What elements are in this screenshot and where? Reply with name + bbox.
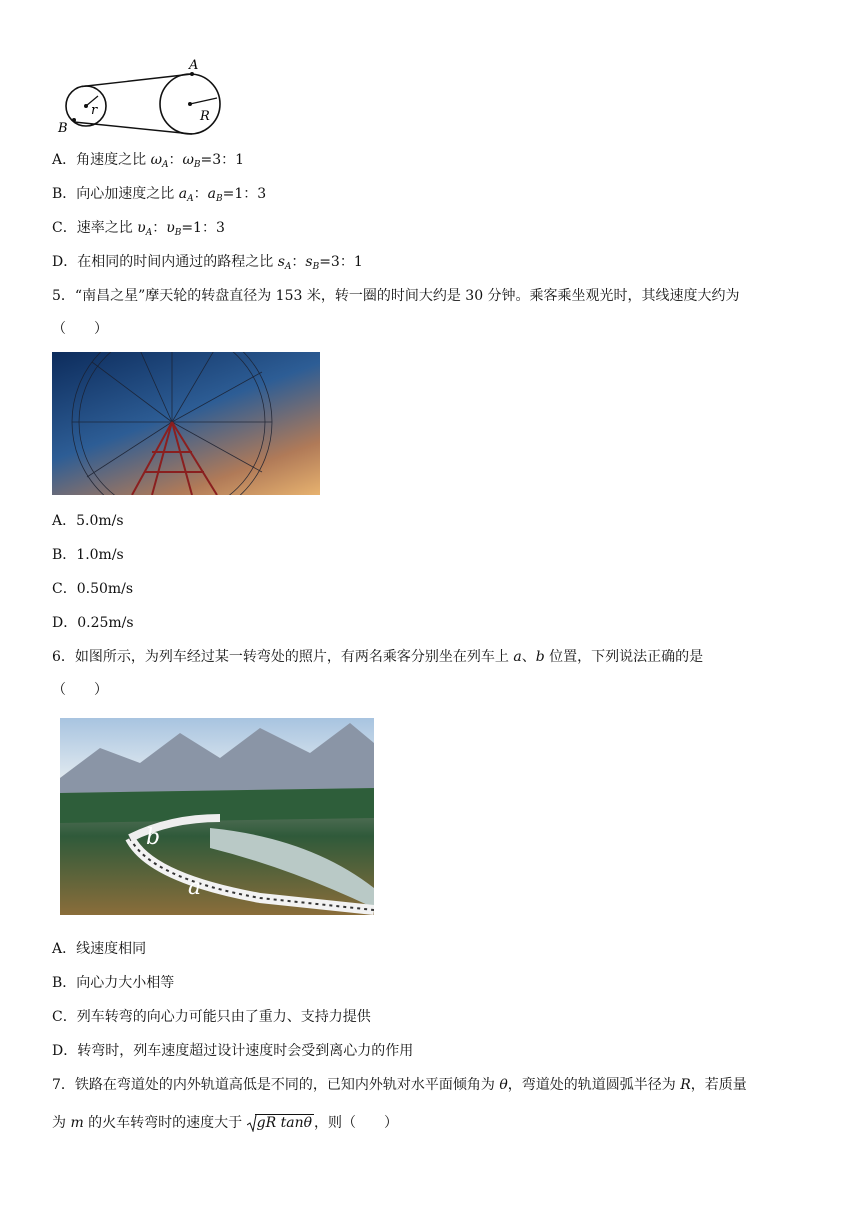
q6-stem: 6．如图所示，为列车经过某一转弯处的照片，有两名乘客分别坐在列车上 a、b 位置，下列说法正确的是 [52,649,704,665]
q4-option-d: D．在相同的时间内通过的路程之比 $s_A$：$s_B=3$：1 [52,254,363,272]
label-r: r [91,103,98,118]
q5-option-b: B．1.0m/s [52,547,124,563]
label-a: A [189,58,199,73]
belt-bottom [74,122,192,134]
q6-paren: （ ） [52,682,108,698]
q5-option-d: D．0.25m/s [52,615,134,631]
photo-label-a: a [188,875,202,900]
q4-option-a: A．角速度之比 $\omega_A$：$\omega_B=3$：1 [52,152,245,170]
q7-stem-line2: 为 m 的火车转弯时的速度大于 gR tanθ ，则（ ） [52,1115,399,1131]
q7-stem-line1: 7．铁路在弯道处的内外轨道高低是不同的，已知内外轨对水平面倾角为 θ，弯道处的轨道圆弧半径为 R，若质量 [52,1077,747,1093]
q6-option-d: D．转弯时，列车速度超过设计速度时会受到离心力的作用 [52,1043,414,1059]
label-b: B [58,121,68,136]
q4-option-c: C．速率之比 $\upsilon_A$：$\upsilon_B=1$：3 [52,220,225,238]
q6-option-a: A．线速度相同 [52,941,147,957]
q5-option-a: A．5.0m/s [52,513,124,529]
q6-option-b: B．向心力大小相等 [52,975,175,991]
photo-label-b: b [146,825,161,850]
q5-option-c: C．0.50m/s [52,581,134,597]
point-b [72,118,76,122]
label-big-r: R [200,109,210,124]
q6-option-c: C．列车转弯的向心力可能只由了重力、支持力提供 [52,1009,371,1025]
belt-top [82,74,192,87]
q5-stem: 5．“南昌之星”摩天轮的转盘直径为 153 米，转一圈的时间大约是 30 分钟。乘客乘坐观光时，其线速度大约为 [52,288,740,304]
pulley-diagram [52,58,232,140]
q5-paren: （ ） [52,321,108,337]
ferris-wheel-photo [52,352,320,495]
train-curve-photo [60,718,374,915]
q4-option-b: B．向心加速度之比 $a_A$：$a_B=1$：3 [52,186,267,204]
sqrt-formula: gR tanθ [247,1114,314,1132]
